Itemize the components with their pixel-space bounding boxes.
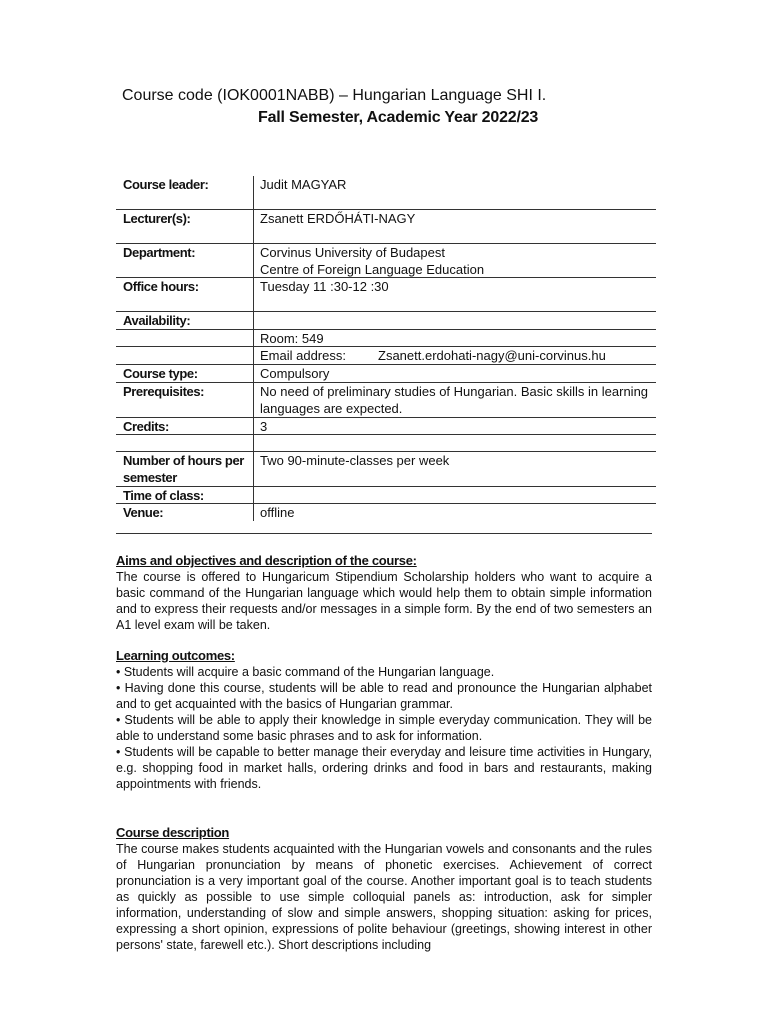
course-type-label: Course type: <box>123 366 198 381</box>
office-hours-label: Office hours: <box>123 279 199 294</box>
availability-label: Availability: <box>123 313 191 328</box>
aims-text: The course is offered to Hungaricum Stipendium Scholarship holders who want to acquire a basic command of the Hungarian language which would help them to obtain simple information and to express their requests and/or messages in a simple form. By the end of two semesters an A1 level exam will be taken. <box>116 570 652 632</box>
hours-label: Number of hours per semester <box>123 453 244 485</box>
hours-value: Two 90-minute-classes per week <box>253 452 656 486</box>
course-leader-label: Course leader: <box>123 177 209 192</box>
department-value <box>253 244 656 277</box>
department-label: Department: <box>123 245 196 260</box>
department-line-1: Corvinus University of Budapest <box>260 245 445 260</box>
office-hours-value: Tuesday 11 :30-12 :30 <box>253 278 656 311</box>
department-line-2: Centre of Foreign Language Education <box>260 262 485 277</box>
row-hours <box>116 452 656 487</box>
semester-title: Fall Semester, Academic Year 2022/23 <box>258 109 539 126</box>
row-prerequisites <box>116 383 656 418</box>
outcome-item: • Students will acquire a basic command of the Hungarian language. <box>116 665 495 679</box>
row-credits <box>116 418 656 435</box>
credits-label: Credits: <box>123 419 169 434</box>
venue-value: offline <box>253 504 656 521</box>
outcome-item: • Students will be able to apply their knowledge in simple everyday communication. They will be able to understand some basic phrases and to ask for information. <box>116 713 652 743</box>
description-heading: Course description <box>116 825 230 840</box>
prerequisites-label: Prerequisites: <box>123 384 205 399</box>
course-info-table <box>116 176 656 521</box>
course-type-value: Compulsory <box>253 365 656 382</box>
row-course-leader <box>116 176 656 210</box>
aims-heading: Aims and objectives and description of the course: <box>116 553 417 568</box>
row-course-type <box>116 365 656 383</box>
email-cell <box>253 347 656 364</box>
course-title: Course code (IOK0001NABB) – Hungarian Language SHI I. <box>122 87 547 104</box>
row-lecturers <box>116 210 656 244</box>
description-text: The course makes students acquainted with the Hungarian vowels and consonants and the rules of Hungarian pronunciation by means of phonetic exercises. Achievement of correct pronunciation is a very important goal of the course. Another important goal is to teach students as quickly as possible to use simple colloquial panels as: introduction, ask for simpler information, understanding of slow and simple answers, shopping situation: asking for prices, expressing a short opinion, expressions of polite behaviour (greetings, showing interest in other persons' state, farewell etc.). Short descriptions including <box>116 842 652 952</box>
email-link[interactable]: Zsanett.erdohati-nagy@uni-corvinus.hu <box>378 348 606 363</box>
row-department <box>116 244 656 278</box>
row-availability <box>116 312 656 330</box>
outcome-item: • Having done this course, students will be able to read and pronounce the Hungarian alphabet and to get acquainted with the basics of Hungarian grammar. <box>116 681 652 711</box>
outcome-item: • Students will be capable to better manage their everyday and leisure time activities in Hungary, e.g. shopping food in market halls, ordering drinks and food in bars and restaurants, making appointments with friends. <box>116 745 652 791</box>
lecturers-label: Lecturer(s): <box>123 211 191 226</box>
credits-value: 3 <box>253 418 656 435</box>
table-bottom-divider <box>116 533 652 534</box>
course-leader-value: Judit MAGYAR <box>253 176 656 209</box>
time-label: Time of class: <box>123 488 204 503</box>
description-section <box>116 825 652 953</box>
outcomes-heading: Learning outcomes: <box>116 648 235 663</box>
outcomes-section <box>116 648 652 792</box>
venue-label: Venue: <box>123 505 164 520</box>
row-room <box>116 330 656 347</box>
prerequisites-value: No need of preliminary studies of Hungarian. Basic skills in learning languages are expected. <box>253 383 656 417</box>
row-office-hours <box>116 278 656 312</box>
row-time <box>116 487 656 504</box>
aims-section <box>116 553 652 633</box>
lecturers-value: Zsanett ERDŐHÁTI-NAGY <box>253 210 656 243</box>
row-email <box>116 347 656 365</box>
room-value: Room: 549 <box>253 330 656 347</box>
row-spacer <box>116 435 656 452</box>
email-label: Email address: <box>260 348 346 363</box>
time-value <box>253 487 656 504</box>
row-venue <box>116 504 656 521</box>
